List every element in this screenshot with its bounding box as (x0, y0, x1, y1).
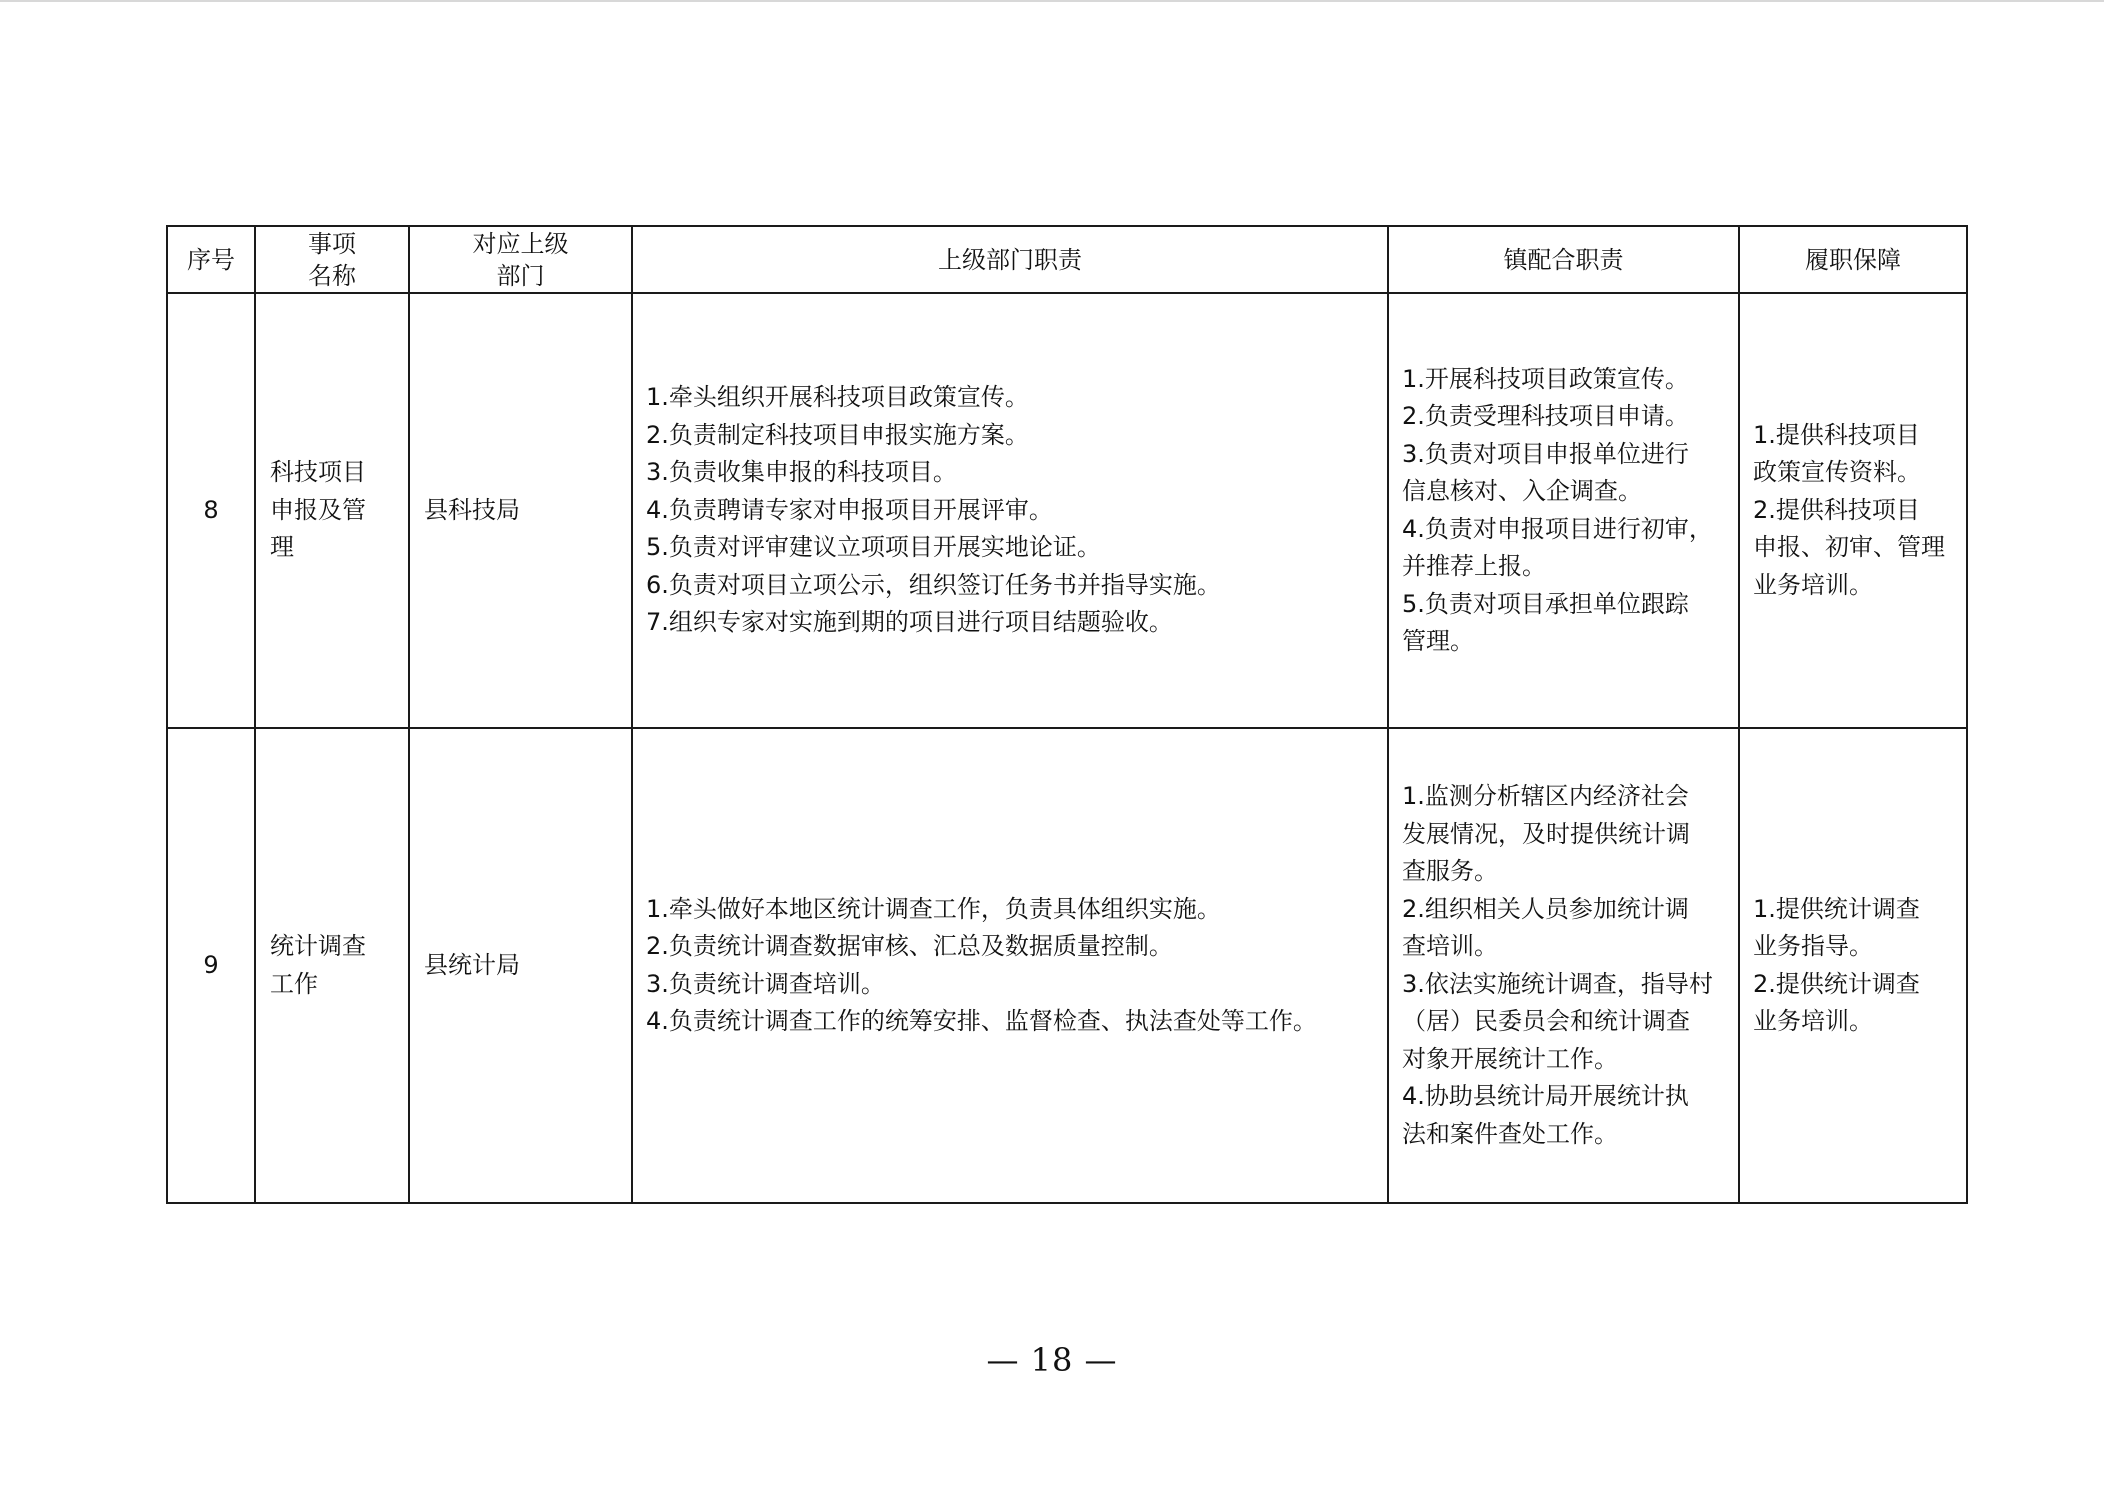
duty-line: 2.组织相关人员参加统计调 (1402, 894, 1689, 923)
duty-line: 发展情况，及时提供统计调 (1402, 819, 1690, 848)
duty-line: 1.牵头做好本地区统计调查工作，负责具体组织实施。 (646, 894, 1221, 923)
guarantee-line: 申报、初审、管理 (1753, 533, 1945, 562)
guarantee-line: 业务指导。 (1753, 932, 1873, 960)
header-upper-dept-line: 部门 (496, 261, 545, 290)
cell-seq: 8 (167, 293, 255, 728)
duty-line: 5.负责对评审建议立项项目开展实地论证。 (646, 533, 1101, 562)
duty-line: 6.负责对项目立项公示，组织签订任务书并指导实施。 (646, 570, 1221, 599)
header-town-duties: 镇配合职责 (1388, 226, 1739, 293)
duty-line: 1.开展科技项目政策宣传。 (1402, 364, 1689, 393)
item-name-line: 申报及管 (270, 495, 366, 524)
cell-town-duties (1388, 293, 1739, 728)
header-upper-duties: 上级部门职责 (632, 226, 1388, 293)
page-number: — 18 — (986, 1341, 1118, 1379)
table-row (167, 293, 1967, 728)
cell-upper-duties (632, 728, 1388, 1203)
guarantee-line: 政策宣传资料。 (1753, 458, 1921, 487)
duty-line: 2.负责统计调查数据审核、汇总及数据质量控制。 (646, 932, 1173, 960)
cell-town-duties (1388, 728, 1739, 1203)
duty-line: 1.监测分析辖区内经济社会 (1402, 782, 1689, 810)
header-item-name (255, 226, 409, 293)
table-header-row (167, 226, 1967, 293)
duty-line: 2.负责受理科技项目申请。 (1402, 402, 1689, 430)
cell-guarantee (1739, 293, 1967, 728)
duty-line: 3.负责对项目申报单位进行 (1402, 439, 1689, 468)
duty-line: 7.组织专家对实施到期的项目进行项目结题验收。 (646, 608, 1173, 637)
cell-upper-duties (632, 293, 1388, 728)
duty-line: 4.负责统计调查工作的统筹安排、监督检查、执法查处等工作。 (646, 1007, 1317, 1035)
duty-line: 并推荐上报。 (1402, 552, 1546, 580)
cell-upper-dept: 县科技局 (409, 293, 632, 728)
header-item-name-line: 名称 (308, 261, 356, 290)
item-name-line: 统计调查 (270, 932, 366, 960)
guarantee-line: 业务培训。 (1753, 1007, 1873, 1035)
duty-line: 法和案件查处工作。 (1402, 1119, 1618, 1148)
item-name-line: 科技项目 (270, 458, 366, 487)
header-upper-dept-line: 对应上级 (472, 229, 569, 258)
duty-line: 查培训。 (1402, 932, 1498, 960)
duty-line: 4.负责聘请专家对申报项目开展评审。 (646, 495, 1053, 524)
duty-line: （居）民委员会和统计调查 (1402, 1007, 1690, 1035)
header-upper-dept (409, 226, 632, 293)
header-seq: 序号 (167, 226, 255, 293)
duty-line: 3.依法实施统计调查，指导村 (1402, 969, 1713, 998)
item-name-line: 工作 (270, 969, 318, 998)
guarantee-line: 2.提供统计调查 (1753, 969, 1920, 998)
duty-line: 4.协助县统计局开展统计执 (1402, 1082, 1689, 1110)
duty-line: 5.负责对项目承担单位跟踪 (1402, 589, 1689, 618)
guarantee-line: 1.提供统计调查 (1753, 894, 1920, 923)
guarantee-line: 业务培训。 (1753, 570, 1873, 599)
cell-upper-dept: 县统计局 (409, 728, 632, 1203)
cell-item-name (255, 293, 409, 728)
duty-line: 2.负责制定科技项目申报实施方案。 (646, 420, 1029, 449)
guarantee-line: 1.提供科技项目 (1753, 420, 1920, 449)
guarantee-line: 2.提供科技项目 (1753, 495, 1920, 524)
duty-line: 管理。 (1402, 627, 1474, 655)
table-row (167, 728, 1967, 1203)
header-guarantee: 履职保障 (1739, 226, 1967, 293)
header-item-name-line: 事项 (308, 229, 356, 258)
duty-line: 3.负责统计调查培训。 (646, 969, 885, 998)
duty-line: 查服务。 (1402, 857, 1498, 885)
cell-seq: 9 (167, 728, 255, 1203)
top-border-rule (0, 0, 2104, 2)
duty-line: 3.负责收集申报的科技项目。 (646, 458, 957, 487)
duty-line: 4.负责对申报项目进行初审， (1402, 514, 1713, 543)
cell-item-name (255, 728, 409, 1203)
duty-line: 1.牵头组织开展科技项目政策宣传。 (646, 383, 1029, 412)
cell-guarantee (1739, 728, 1967, 1203)
duties-table (166, 225, 1968, 1204)
duty-line: 信息核对、入企调查。 (1402, 477, 1642, 505)
duty-line: 对象开展统计工作。 (1402, 1044, 1618, 1073)
item-name-line: 理 (270, 533, 294, 562)
